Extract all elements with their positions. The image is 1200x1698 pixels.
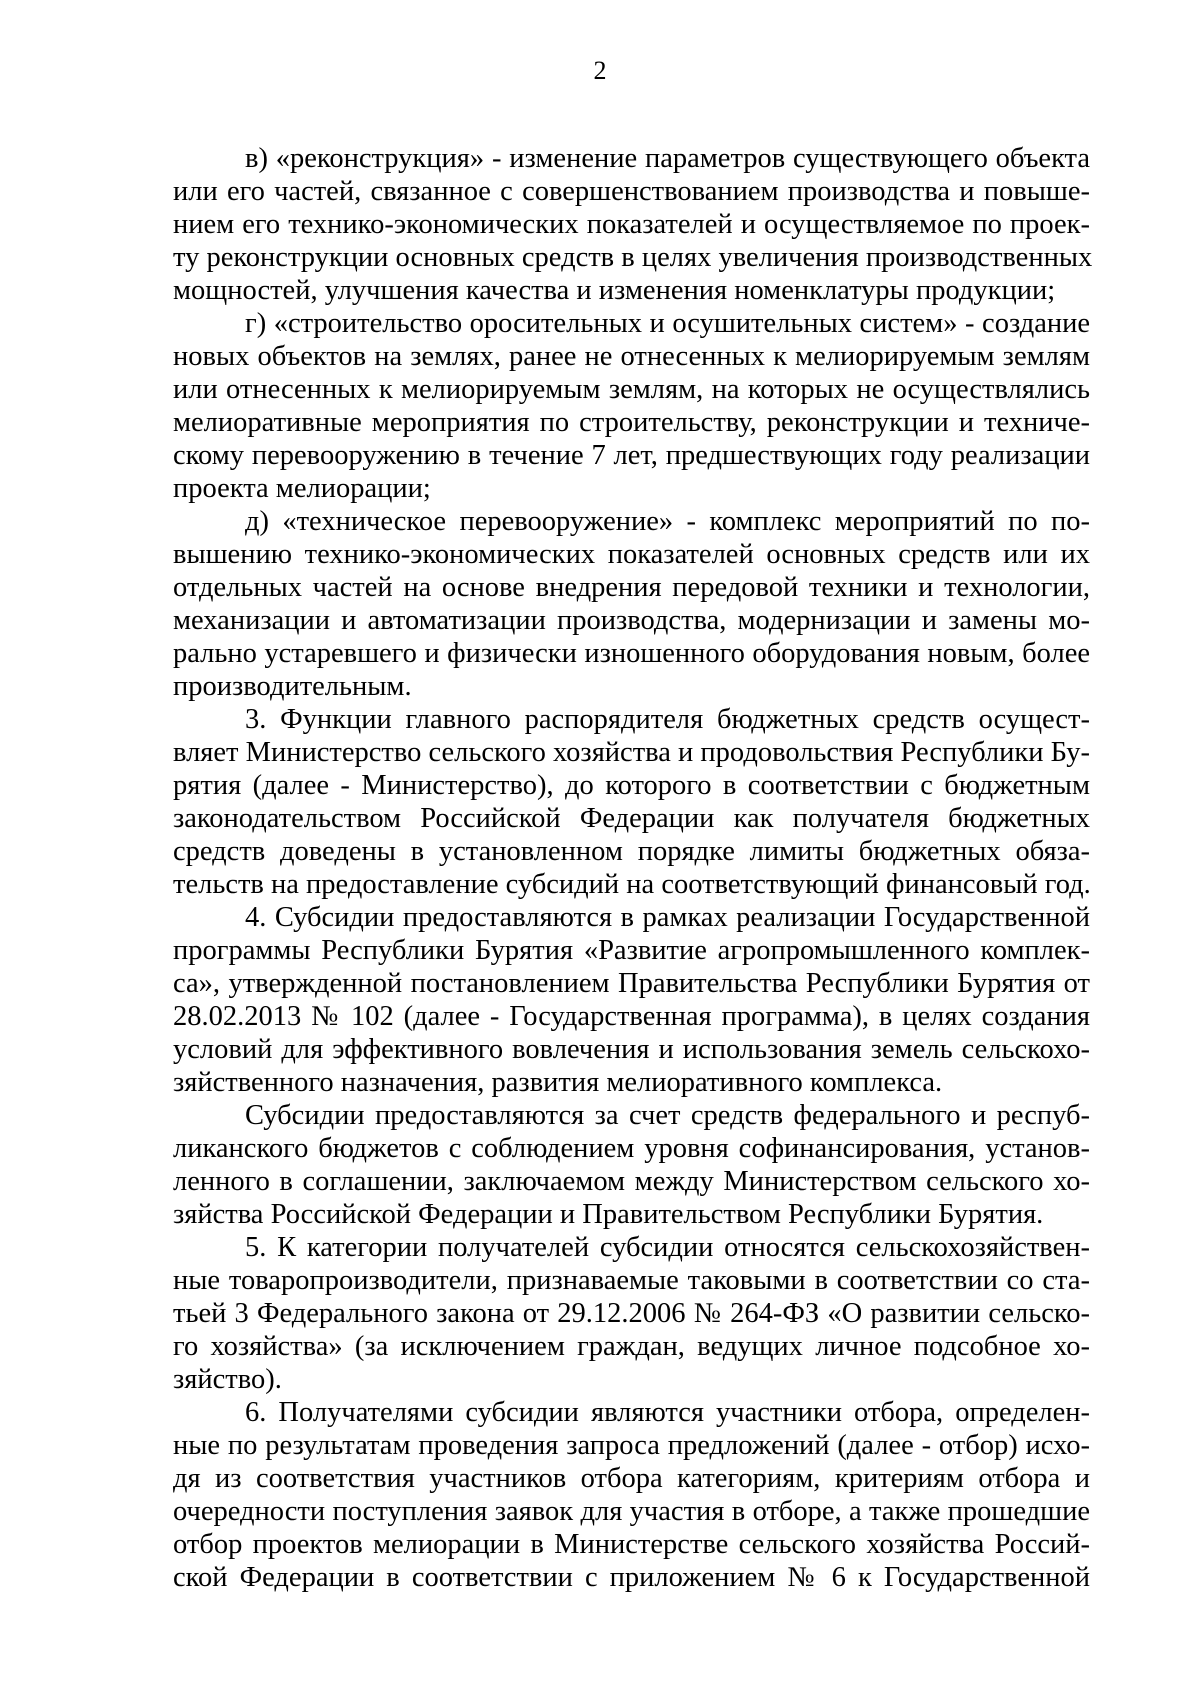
paragraph-line: са», утвержденной постановлением Правительства Республики Бурятия от: [173, 968, 1090, 999]
paragraph-line: ные по результатам проведения запроса предложений (далее - отбор) исхо-: [173, 1430, 1090, 1461]
paragraph-line: программы Республики Бурятия «Развитие агропромышленного комплек-: [173, 935, 1090, 966]
paragraph-line: отбор проектов мелиорации в Министерстве сельского хозяйства Россий-: [173, 1529, 1090, 1560]
paragraph-line: проекта мелиорации;: [173, 473, 431, 504]
paragraph-line: или отнесенных к мелиорируемым землям, на которых не осуществлялись: [173, 374, 1090, 405]
paragraph-line: очередности поступления заявок для участия в отборе, а также прошедшие: [173, 1496, 1090, 1527]
paragraph-line: или его частей, связанное с совершенствованием производства и повыше-: [173, 176, 1090, 207]
paragraph-line: новых объектов на землях, ранее не отнесенных к мелиорируемым землям: [173, 341, 1090, 372]
paragraph-line: 5. К категории получателей субсидии относятся сельскохозяйствен-: [245, 1232, 1090, 1263]
paragraph-line: зяйства Российской Федерации и Правительством Республики Бурятия.: [173, 1199, 1044, 1230]
paragraph-line: 3. Функции главного распорядителя бюджетных средств осущест-: [245, 704, 1090, 735]
paragraph-line: 6. Получателями субсидии являются участники отбора, определен-: [245, 1397, 1090, 1428]
paragraph-line: скому перевооружению в течение 7 лет, предшествующих году реализации: [173, 440, 1090, 471]
paragraph-line: мощностей, улучшения качества и изменения номенклатуры продукции;: [173, 275, 1056, 306]
paragraph-line: тьей 3 Федерального закона от 29.12.2006 № 264-ФЗ «О развитии сельско-: [173, 1298, 1090, 1329]
paragraph-line: механизации и автоматизации производства, модернизации и замены мо-: [173, 605, 1090, 636]
page-number: 2: [593, 56, 607, 85]
paragraph: [173, 1396, 1090, 1594]
paragraph-line: ликанского бюджетов с соблюдением уровня софинансирования, установ-: [173, 1133, 1090, 1164]
paragraph-line: ные товаропроизводители, признаваемые таковыми в соответствии со ста-: [173, 1265, 1090, 1296]
paragraph-line: в) «реконструкция» - изменение параметров существующего объекта: [245, 143, 1090, 174]
paragraph-line: производительным.: [173, 671, 412, 702]
paragraph: [173, 1231, 1090, 1396]
paragraph-line: тельств на предоставление субсидий на соответствующий финансовый год.: [173, 869, 1091, 900]
paragraph-line: ту реконструкции основных средств в целях увеличения производственных: [173, 242, 1093, 273]
paragraph-line: мелиоративные мероприятия по строительству, реконструкции и техниче-: [173, 407, 1090, 438]
paragraph-line: средств доведены в установленном порядке лимиты бюджетных обяза-: [173, 836, 1090, 867]
paragraph-line: рятия (далее - Министерство), до которого в соответствии с бюджетным: [173, 770, 1090, 801]
paragraph: [173, 505, 1090, 703]
paragraph-line: г) «строительство оросительных и осушительных систем» - создание: [245, 308, 1090, 339]
paragraph-line: ской Федерации в соответствии с приложением № 6 к Государственной: [173, 1562, 1090, 1593]
paragraph-line: дя из соответствия участников отбора категориям, критериям отбора и: [173, 1463, 1090, 1494]
paragraph-line: вляет Министерство сельского хозяйства и продовольствия Республики Бу-: [173, 737, 1090, 768]
paragraph: [173, 703, 1090, 901]
paragraph: [173, 142, 1093, 307]
paragraph-line: отдельных частей на основе внедрения передовой техники и технологии,: [173, 572, 1090, 603]
paragraph-line: рально устаревшего и физически изношенного оборудования новым, более: [173, 638, 1090, 669]
paragraph-line: 4. Субсидии предоставляются в рамках реализации Государственной: [245, 902, 1090, 933]
paragraph-line: зяйственного назначения, развития мелиоративного комплекса.: [173, 1067, 943, 1098]
paragraph: [173, 1099, 1090, 1231]
paragraph: [173, 901, 1090, 1099]
paragraph-line: условий для эффективного вовлечения и использования земель сельскохо-: [173, 1034, 1090, 1065]
paragraph-line: Субсидии предоставляются за счет средств федерального и респуб-: [245, 1100, 1090, 1131]
paragraph: [173, 307, 1090, 505]
paragraph-line: зяйство).: [173, 1364, 282, 1395]
paragraph-line: нием его технико-экономических показателей и осуществляемое по проек-: [173, 209, 1090, 240]
paragraph-line: д) «техническое перевооружение» - комплекс мероприятий по по-: [245, 506, 1090, 537]
paragraph-line: 28.02.2013 № 102 (далее - Государственная программа), в целях создания: [173, 1001, 1090, 1032]
paragraph-line: законодательством Российской Федерации как получателя бюджетных: [173, 803, 1090, 834]
document-body: [173, 142, 1093, 1594]
paragraph-line: вышению технико-экономических показателей основных средств или их: [173, 539, 1090, 570]
paragraph-line: ленного в соглашении, заключаемом между Министерством сельского хо-: [173, 1166, 1090, 1197]
paragraph-line: го хозяйства» (за исключением граждан, ведущих личное подсобное хо-: [173, 1331, 1090, 1362]
